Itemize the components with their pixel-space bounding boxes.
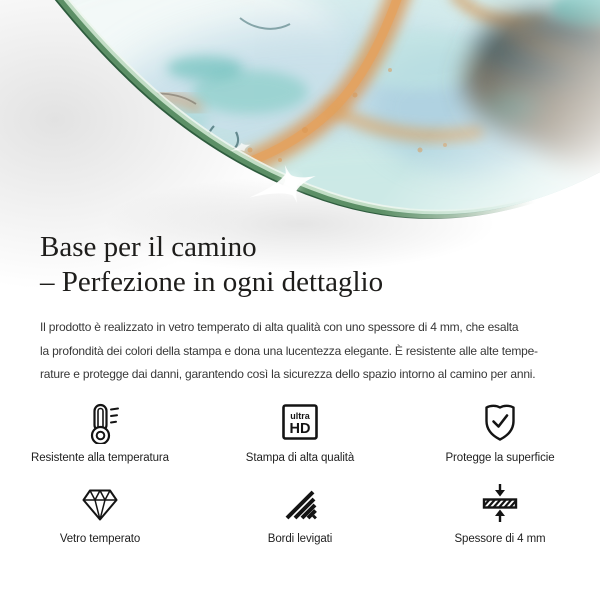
ultra-text: ultra [290,411,310,421]
diamond-icon [77,480,123,526]
description-line: rature e protegge dai danni, garantendo così la sicurezza dello spazio intorno al camino per anni. [40,367,536,381]
feature-surface-protection [400,399,600,464]
thickness-icon [477,480,523,526]
thermometer-icon [77,399,123,445]
features-grid [0,399,600,545]
feature-label: Protegge la superficie [445,452,555,464]
page-title-line1: Base per il camino [40,231,257,263]
feature-label: Spessore di 4 mm [454,533,546,545]
product-description [40,316,590,387]
feature-print-quality [200,399,400,464]
ultra-hd-icon [277,399,323,445]
description-line: la profondità dei colori della stampa e dona una lucentezza elegante. È resistente alle alte tempe- [40,343,538,358]
page-title [40,230,570,300]
feature-tempered-glass [0,480,200,545]
feature-polished-edges [200,480,400,545]
feature-label: Stampa di alta qualità [245,452,355,464]
hd-text: HD [289,421,311,437]
feature-label: Resistente alla temperatura [31,452,169,464]
shield-check-icon [477,399,523,445]
feature-label: Bordi levigati [267,533,333,545]
feature-thickness [400,480,600,545]
page-title-line2: – Perfezione in ogni dettaglio [40,266,384,298]
description-line: Il prodotto è realizzato in vetro temperato di alta qualità con uno spessore di 4 mm, che esalta [40,320,519,334]
feature-temperature [0,399,200,464]
polished-edges-icon [277,480,323,526]
feature-label: Vetro temperato [59,533,141,545]
